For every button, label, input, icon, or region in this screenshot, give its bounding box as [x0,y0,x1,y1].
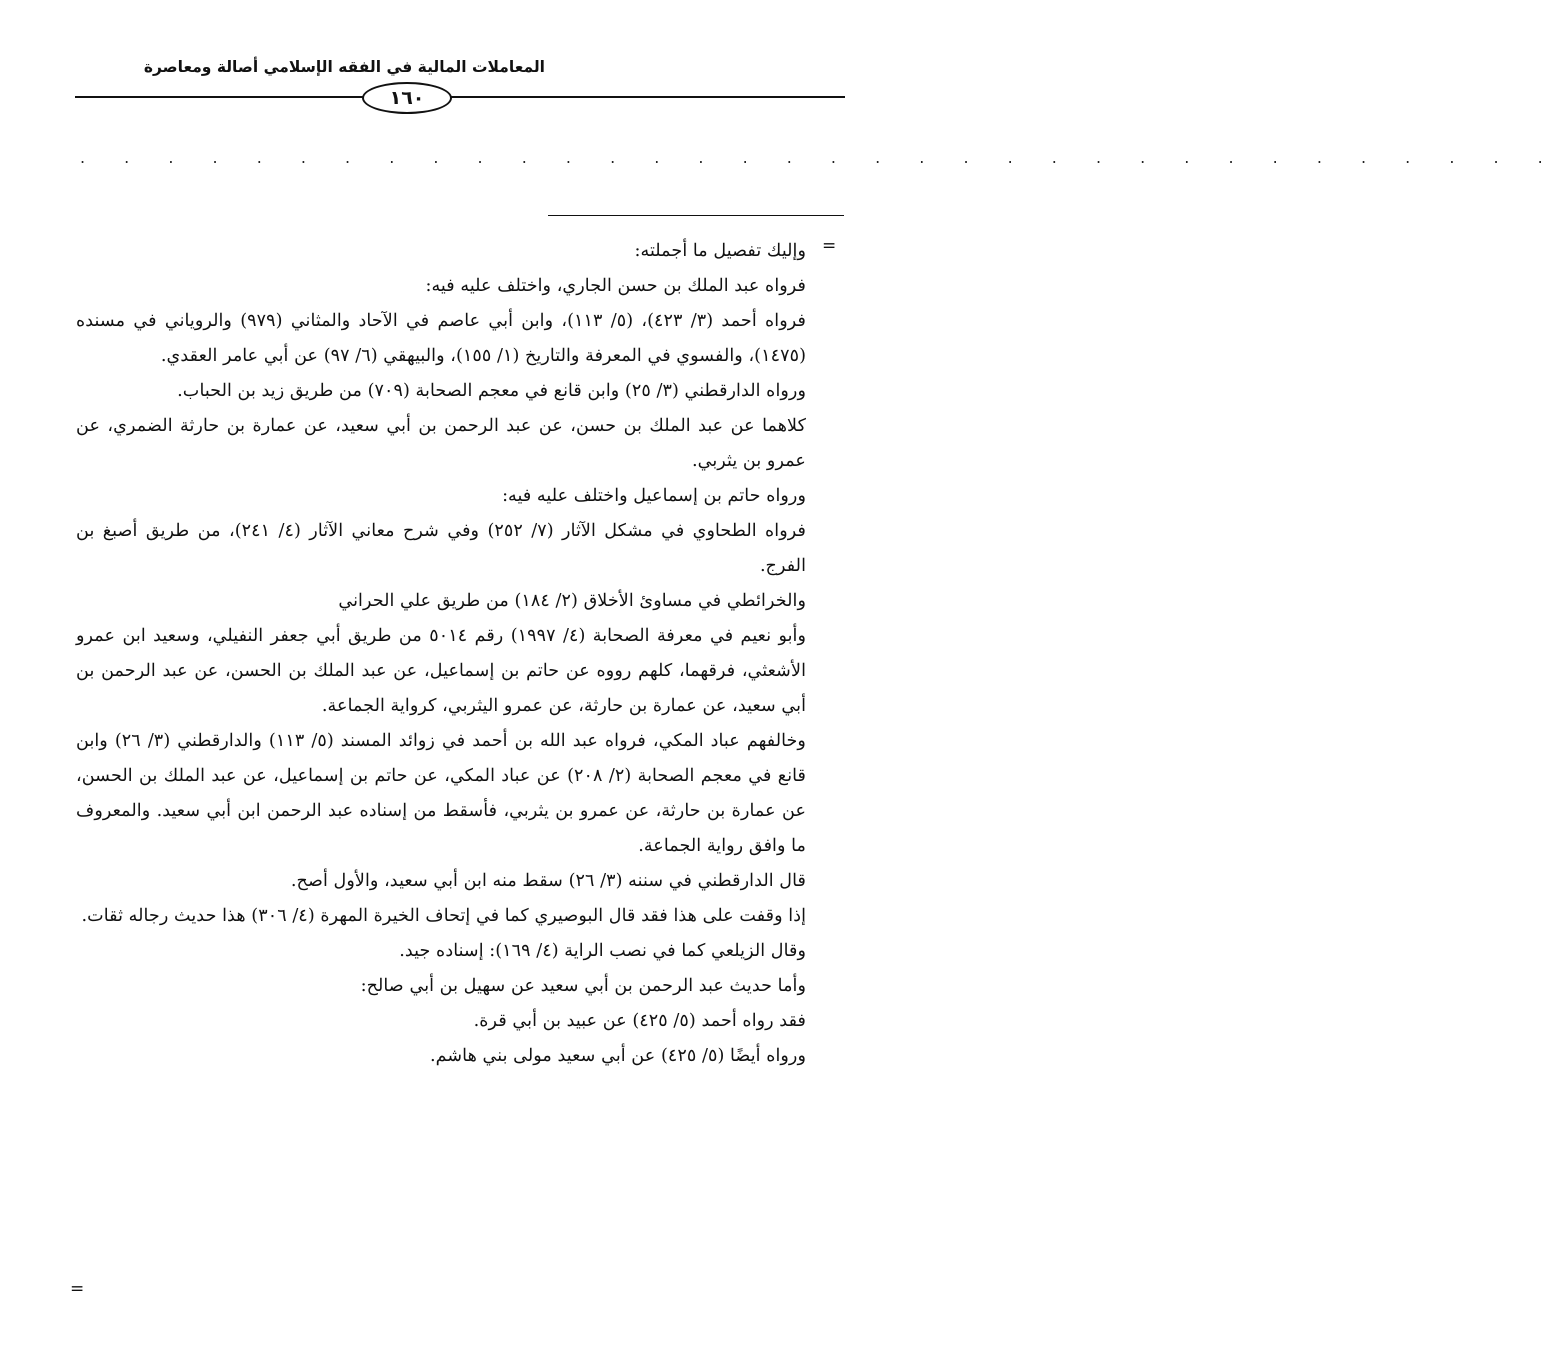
paragraph: وخالفهم عباد المكي، فرواه عبد الله بن أحمد في زوائد المسند (٥/ ١١٣) والدارقطني (٣/ ٢٦) وابن قانع في معجم الصحابة (٢/ ٢٠٨) عن عباد المكي، عن حاتم بن إسماعيل، عن عبد الملك بن الحسن، عن عمارة بن حارثة، عن عمرو بن يثربي، فأسقط من إسناده عبد الرحمن ابن أبي سعيد. والمعروف ما وافق رواية الجماعة. [76,731,806,856]
paragraph: فقد رواه أحمد (٥/ ٤٢٥) عن عبيد بن أبي قرة. [473,1011,806,1031]
dotted-separator: . . . . . . . . . . . . . . . . . . . . . . . . . . . . . . . . . . [80,148,1560,167]
paragraph: وأبو نعيم في معرفة الصحابة (٤/ ١٩٩٧) رقم ٥٠١٤ من طريق أبي جعفر النفيلي، وسعيد ابن عمرو الأشعثي، فرقهما، كلهم رووه عن حاتم بن إسماعيل، عن عبد الملك بن الحسن، عن عبد الرحمن بن أبي سعيد، عن عمارة بن حارثة، عن عمرو اليثربي، كرواية الجماعة. [76,626,806,716]
continuation-mark-top: = [822,236,837,256]
continuation-mark-bottom: = [70,1279,85,1299]
running-title: المعاملات المالية في الفقه الإسلامي أصالة ومعاصرة [143,58,545,76]
paragraph: وإليك تفصيل ما أجملته: [634,241,806,261]
paragraph: قال الدارقطني في سننه (٣/ ٢٦) سقط منه ابن أبي سعيد، والأول أصح. [290,871,806,891]
paragraph: ورواه حاتم بن إسماعيل واختلف عليه فيه: [502,486,806,506]
paragraph: ورواه أيضًا (٥/ ٤٢٥) عن أبي سعيد مولى بني هاشم. [429,1046,806,1066]
footnote-rule [548,215,844,216]
paragraph: إذا وقفت على هذا فقد قال البوصيري كما في إتحاف الخيرة المهرة (٤/ ٣٠٦) هذا حديث رجاله ثقات. [81,906,806,926]
paragraph: فرواه الطحاوي في مشكل الآثار (٧/ ٢٥٢) وفي شرح معاني الآثار (٤/ ٢٤١)، من طريق أصبغ بن الفرج. [76,521,806,576]
paragraph: وأما حديث عبد الرحمن بن أبي سعيد عن سهيل بن أبي صالح: [360,976,806,996]
paragraph: كلاهما عن عبد الملك بن حسن، عن عبد الرحمن بن أبي سعيد، عن عمارة بن حارثة الضمري، عن عمرو بن يثربي. [76,416,806,471]
paragraph: وقال الزيلعي كما في نصب الراية (٤/ ١٦٩): إسناده جيد. [399,941,806,961]
footnote-body [76,234,806,1074]
paragraph: ورواه الدارقطني (٣/ ٢٥) وابن قانع في معجم الصحابة (٧٠٩) من طريق زيد بن الحباب. [177,381,806,401]
paragraph: فرواه عبد الملك بن حسن الجاري، واختلف عليه فيه: [425,276,806,296]
paragraph: والخرائطي في مساوئ الأخلاق (٢/ ١٨٤) من طريق علي الحراني [338,591,806,611]
paragraph: فرواه أحمد (٣/ ٤٢٣)، (٥/ ١١٣)، وابن أبي عاصم في الآحاد والمثاني (٩٧٩) والروياني في مسنده (١٤٧٥)، والفسوي في المعرفة والتاريخ (١/ ١٥٥)، والبيهقي (٦/ ٩٧) عن أبي عامر العقدي. [76,311,806,366]
header-rule [75,96,845,98]
page-number: ١٦٠ [362,82,452,114]
